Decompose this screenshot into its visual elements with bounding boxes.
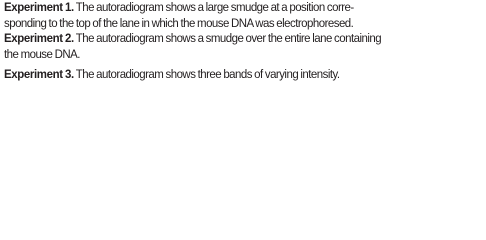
experiment-1-label: Experiment 1. [4, 0, 74, 14]
experiment-3-paragraph [4, 67, 451, 83]
experiment-3-label: Experiment 3. [4, 67, 74, 81]
experiment-2-text-line-1: The autoradiogram shows a smudge over the entire lane containing [75, 31, 382, 45]
experiment-1-text-line-1: The autoradiogram shows a large smudge at a position corre- [75, 0, 354, 14]
experiment-3-text-line-1: The autoradiogram shows three bands of varying intensity. [75, 67, 340, 81]
experiment-1-text-line-2: sponding to the top of the lane in which the mouse DNA was electrophoresed. [4, 15, 354, 30]
experiment-1-paragraph [4, 0, 451, 31]
experiment-results [4, 0, 451, 83]
experiment-2-label: Experiment 2. [4, 31, 74, 45]
experiment-2-paragraph [4, 31, 451, 62]
experiment-2-text-line-2: the mouse DNA. [4, 46, 80, 61]
